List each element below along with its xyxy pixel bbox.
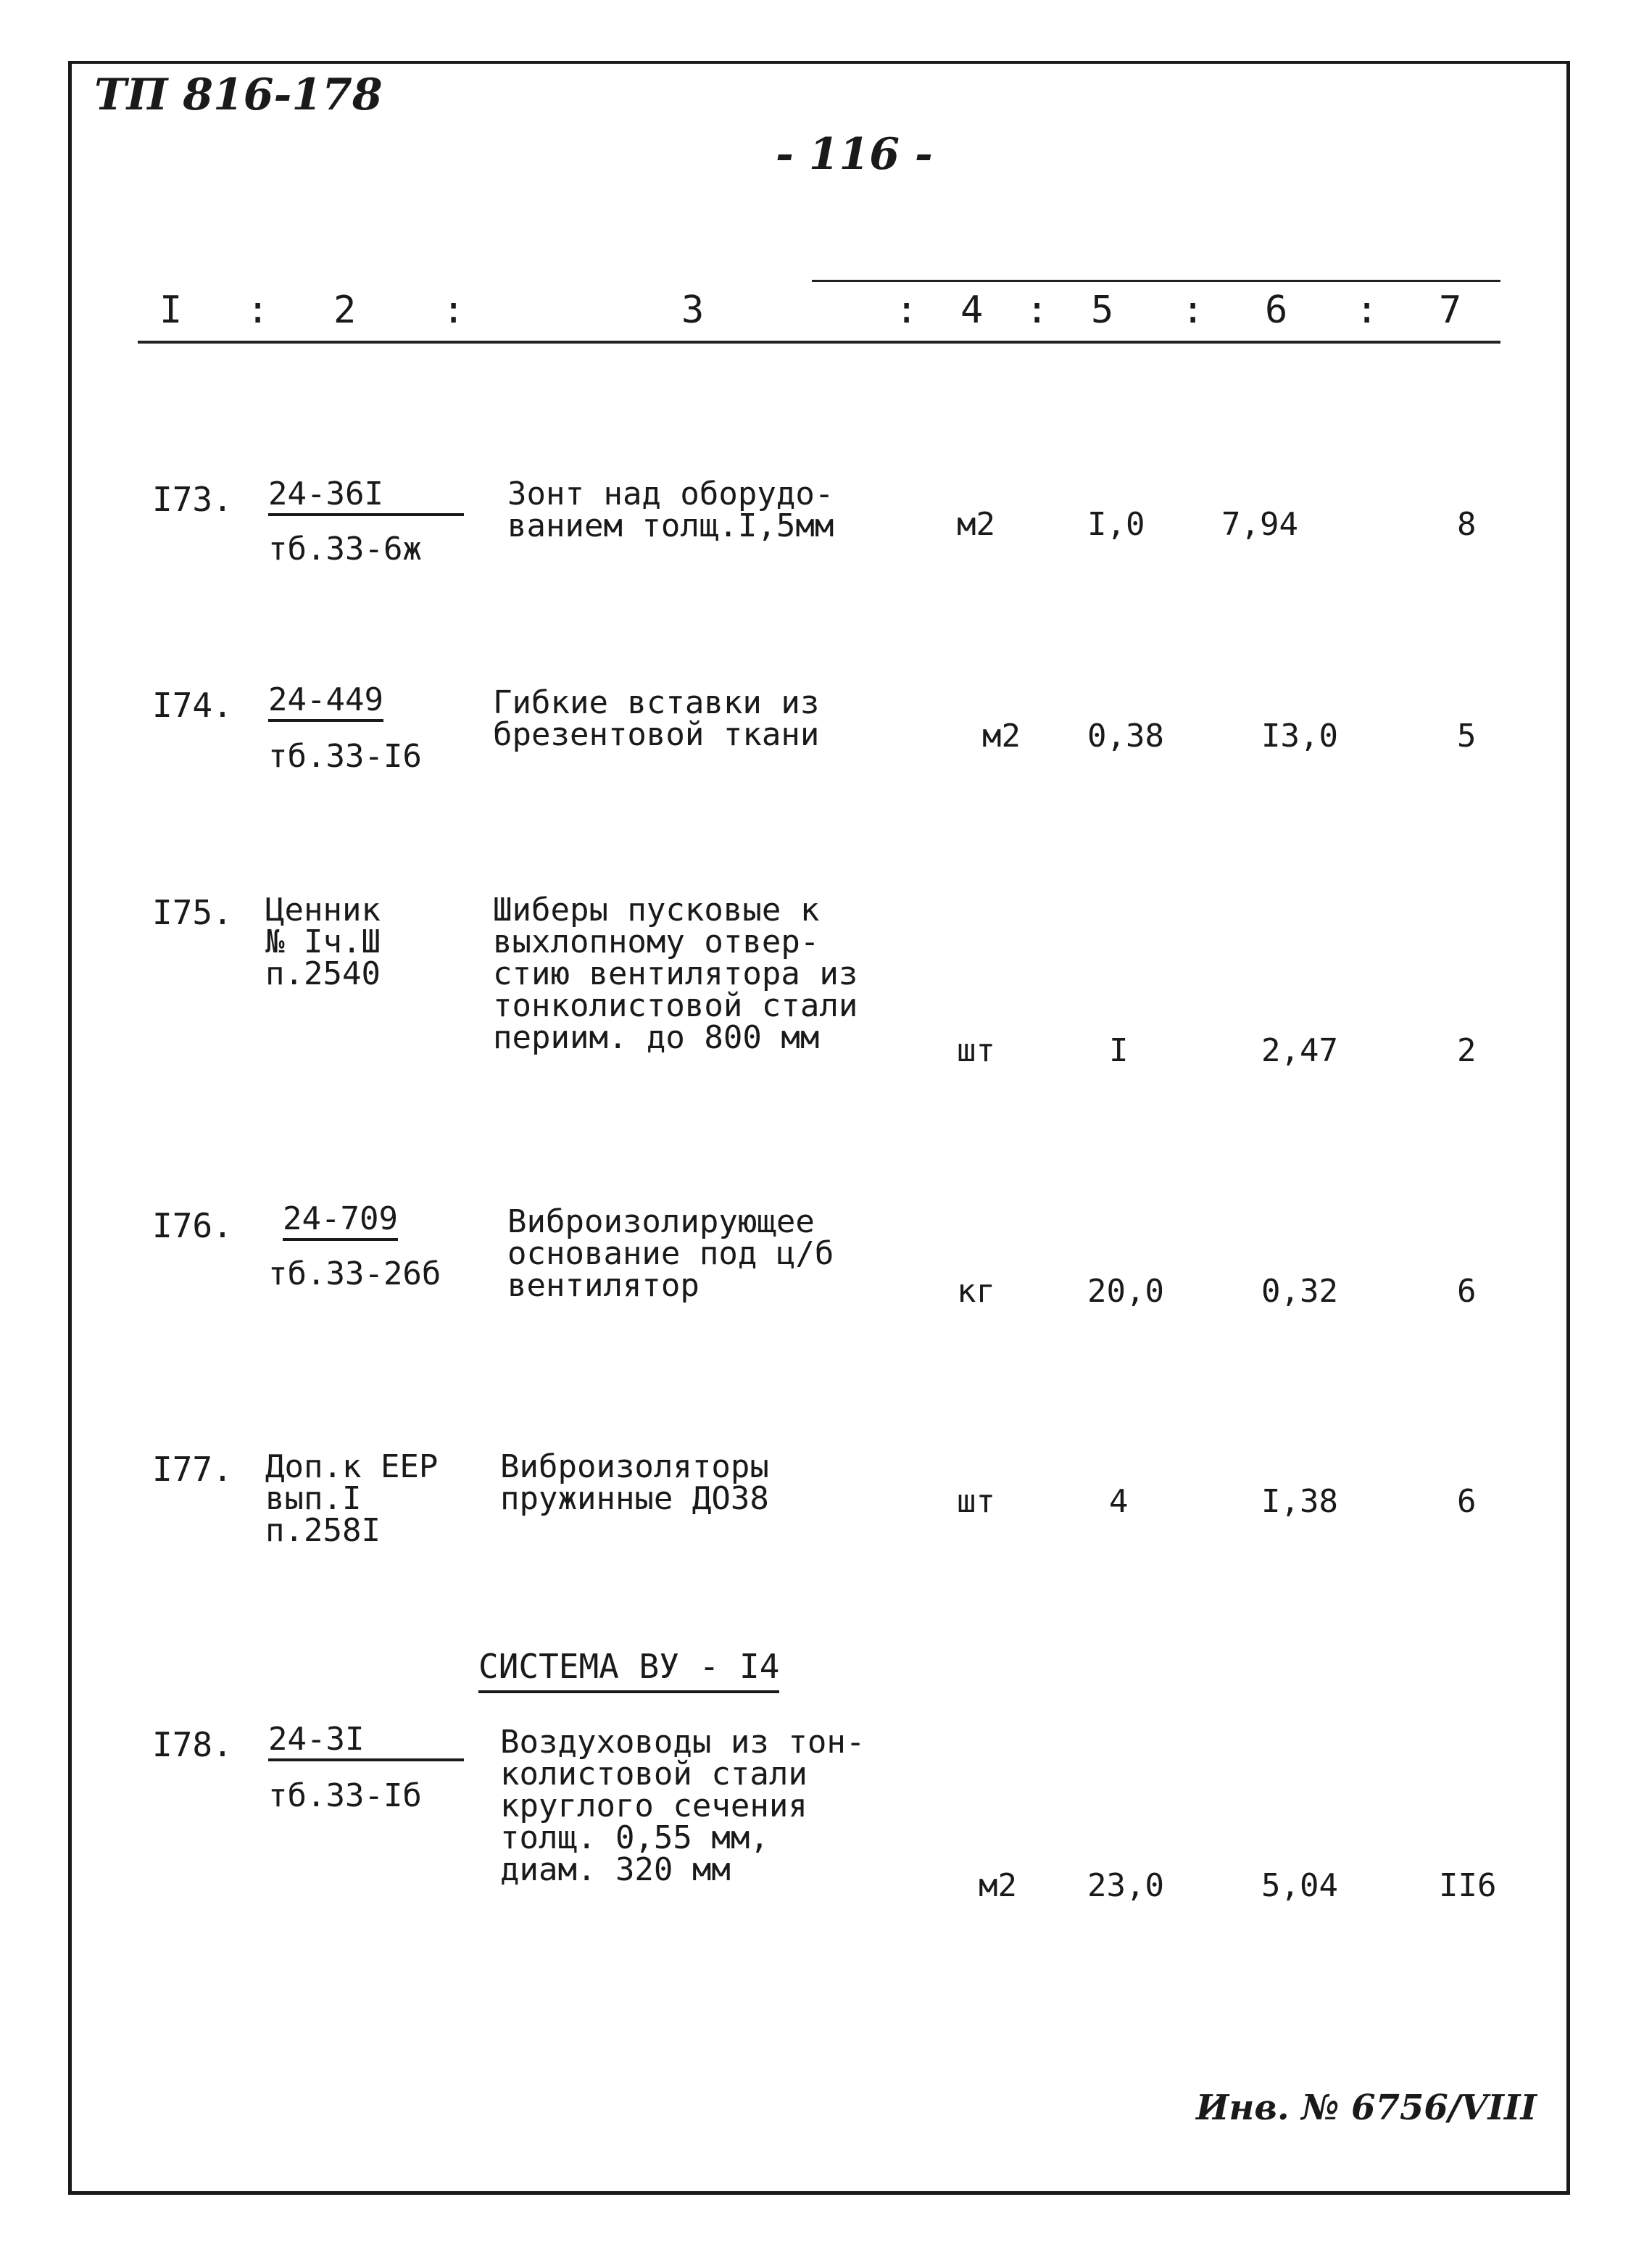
- item-quantity: 20,0: [1087, 1273, 1164, 1310]
- col-header-3: 3: [681, 288, 705, 332]
- item-unit: м2: [982, 718, 1021, 755]
- col-sep: :: [895, 288, 918, 332]
- item-description: Воздуховоды из тон- колистовой стали круглого сечения толщ. 0,55 мм, диам. 320 мм: [500, 1724, 865, 1888]
- ref-code: 24-36I: [268, 478, 464, 516]
- col-header-7: 7: [1439, 288, 1462, 332]
- ref-table: тб.33-I6: [268, 738, 422, 775]
- row-number: I73.: [152, 480, 233, 519]
- item-quantity: 0,38: [1087, 718, 1164, 755]
- item-price: 7,94: [1221, 506, 1298, 543]
- item-description: Гибкие вставки из брезентовой ткани: [493, 684, 820, 753]
- item-description: Зонт над оборудо- ванием толщ.I,5мм: [507, 475, 834, 544]
- item-total: 8: [1457, 506, 1477, 543]
- row-number: I75.: [152, 893, 233, 932]
- row-number: I76.: [152, 1206, 233, 1245]
- ref-code: Ценник № Iч.Ш п.2540: [265, 892, 381, 992]
- item-unit: шт: [957, 1032, 995, 1069]
- item-quantity: I,0: [1087, 506, 1145, 543]
- item-description: Шиберы пусковые к выхлопному отвер- стию вентилятора из тонколистовой стали периим. до 800 мм: [493, 892, 858, 1056]
- item-total: 5: [1457, 718, 1477, 755]
- col-sep: :: [246, 288, 270, 332]
- document-code: ТП 816-178: [94, 70, 383, 120]
- item-total: 2: [1457, 1032, 1477, 1069]
- item-total: 6: [1457, 1273, 1477, 1310]
- ref-code: 24-3I: [268, 1724, 464, 1761]
- row-number: I78.: [152, 1725, 233, 1764]
- item-unit: м2: [957, 506, 995, 543]
- item-price: I3,0: [1261, 718, 1338, 755]
- item-description: Виброизолирующее основание под ц/б вентилятор: [507, 1203, 834, 1304]
- col-sep: :: [1026, 288, 1049, 332]
- item-total: II6: [1439, 1867, 1497, 1904]
- item-price: 5,04: [1261, 1867, 1338, 1904]
- item-description: Виброизоляторы пружинные ДО38: [500, 1448, 769, 1517]
- item-quantity: 23,0: [1087, 1867, 1164, 1904]
- col-header-5: 5: [1091, 288, 1114, 332]
- item-total: 6: [1457, 1483, 1477, 1520]
- col-header-4: 4: [960, 288, 984, 332]
- col-header-1: I: [159, 288, 183, 332]
- col-sep: :: [442, 288, 465, 332]
- item-unit: м2: [979, 1867, 1017, 1904]
- col-sep: :: [1182, 288, 1205, 332]
- ref-table: тб.33-Iб: [268, 1777, 422, 1814]
- ref-code: 24-449: [268, 684, 383, 722]
- top-rule: [812, 280, 1500, 282]
- section-title: СИСТЕМА ВУ - I4: [478, 1647, 779, 1693]
- col-header-2: 2: [333, 288, 357, 332]
- item-unit: шт: [957, 1483, 995, 1520]
- item-quantity: I: [1109, 1032, 1129, 1069]
- ref-code: 24-709: [283, 1203, 398, 1241]
- header-rule: [138, 341, 1500, 344]
- ref-table: тб.33-26б: [268, 1255, 441, 1292]
- ref-code: Доп.к ЕЕР вып.I п.258I: [265, 1448, 439, 1549]
- item-unit: кг: [957, 1273, 995, 1310]
- page-number: - 116 -: [776, 129, 933, 180]
- ref-table: тб.33-6ж: [268, 531, 422, 568]
- item-price: 2,47: [1261, 1032, 1338, 1069]
- item-quantity: 4: [1109, 1483, 1129, 1520]
- col-header-6: 6: [1265, 288, 1288, 332]
- item-price: I,38: [1261, 1483, 1338, 1520]
- col-sep: :: [1356, 288, 1379, 332]
- row-number: I77.: [152, 1450, 233, 1489]
- row-number: I74.: [152, 686, 233, 725]
- item-price: 0,32: [1261, 1273, 1338, 1310]
- inventory-stamp: Инв. № 6756/VIII: [1196, 2088, 1537, 2128]
